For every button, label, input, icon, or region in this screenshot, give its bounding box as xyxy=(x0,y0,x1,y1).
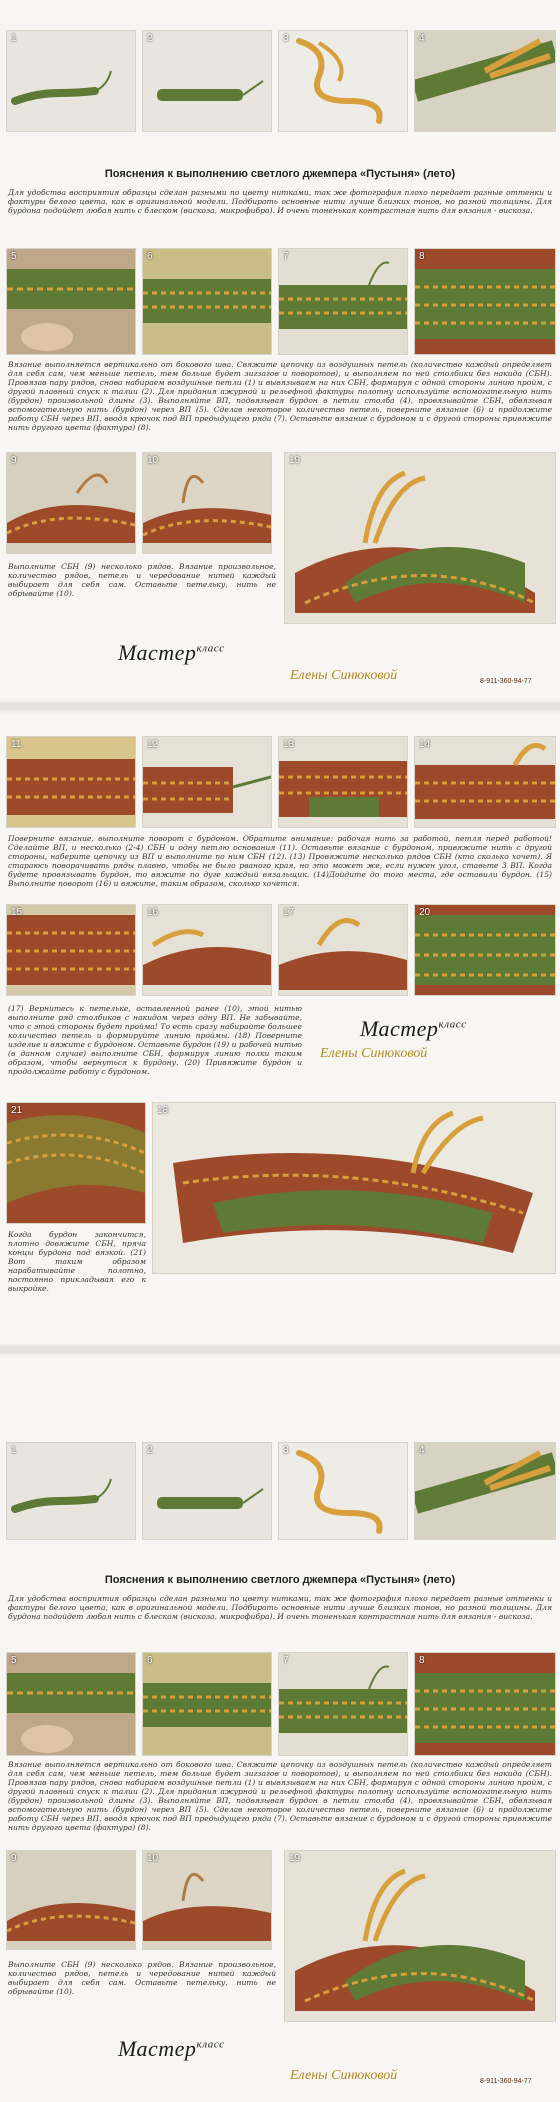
instructions-title: Пояснения к выполнению светлого джемпера «Пустыня» (лето) xyxy=(104,1574,456,1586)
photo-step-14 xyxy=(414,736,556,828)
photo-number: 20 xyxy=(419,907,431,918)
intro-paragraph: Для удобства восприятия образцы сделан разными по цвету нитками, так же фотография плохо передает разные оттенки и фактуры белого цвета, как в оригинальной модели. Подбирать основные нити лучше близких тонов, но разной толщины. Для бурдона подойдет любая нить с блеском (вискоза, микрофибра). И очень тоненькая контрастная нить для вязания - вискоза. xyxy=(8,1594,552,1621)
photo-step-20 xyxy=(414,904,556,996)
photo-step-13 xyxy=(278,736,408,828)
photo-step-17 xyxy=(278,904,408,996)
photo-number: 1 xyxy=(11,33,17,44)
photo-number: 7 xyxy=(283,251,289,262)
brand-title: Мастер$^{класс}$ xyxy=(360,1016,467,1041)
photo-step-2 xyxy=(142,30,272,132)
photo-number: 11 xyxy=(11,739,22,750)
section-3 xyxy=(0,1356,560,2102)
photo-number: 21 xyxy=(11,1105,23,1116)
author-name: Елены Синюковой xyxy=(290,668,398,683)
photo-step-19 xyxy=(284,452,556,624)
photo-number: 3 xyxy=(283,1445,289,1456)
photo-step-8 xyxy=(414,248,556,355)
step-9-paragraph: Выполните СБН (9) несколько рядов. Вязание произвольное, количество рядов, петель и чередование нитей каждый выбирает для себя сам. Оставьте петельку, нить не обрывайте (10). xyxy=(8,562,276,598)
photo-number: 4 xyxy=(419,1445,425,1456)
phone-number: 8-911-360-94-77 xyxy=(480,678,532,685)
brand-title: Мастер$^{класс}$ xyxy=(118,2036,225,2061)
photo-number: 8 xyxy=(419,1655,425,1666)
photo-step-19 xyxy=(284,1850,556,2022)
photo-step-6 xyxy=(142,1652,272,1756)
photo-step-1 xyxy=(6,1442,136,1540)
section-1 xyxy=(0,0,560,700)
photo-step-7 xyxy=(278,248,408,355)
photo-number: 18 xyxy=(157,1105,169,1116)
photo-step-6 xyxy=(142,248,272,355)
photo-number: 6 xyxy=(147,251,153,262)
intro-paragraph: Для удобства восприятия образцы сделан разными по цвету нитками, так же фотография плохо передает разные оттенки и фактуры белого цвета, как в оригинальной модели. Подбирать основные нити лучше близких тонов, но разной толщины. Для бурдона подойдет любая нить с блеском (вискоза, микрофибра). И очень тоненькая контрастная нить для вязания - вискоза. xyxy=(8,188,552,215)
phone-number: 8-911-360-94-77 xyxy=(480,2078,532,2085)
photo-step-15 xyxy=(6,904,136,996)
photo-step-10 xyxy=(142,1850,272,1950)
photo-number: 5 xyxy=(11,251,17,262)
photo-number: 19 xyxy=(289,1853,301,1864)
steps-paragraph: Вязание выполняется вертикально от бокового шва. Свяжите цепочку из воздушных петель (количество каждый определяет для себя сам, чем меньше петель, тем больше будет зигзагов и поворотов), и выполняем по ней столбики без накида (СБН). Провязав пару рядов, снова набираем воздушные петли (1) и вывязываем на них СБН, формируя с одной стороны линию пройм, с другой плавный спуск к талии (2). Для придания ажурной и рельефной фактуры полотну используйте вспомогательную нить (бурдон) произвольной длины (3). Выполняйте ВП, подвязывая бурдон в петли столба (4), провязывайте СБН, обвязывая вспомогательную нить (бурдон) через ВП (5). Сделав некоторое количество петель, поверните вязание (6) и продолжите работу СБН через ВП, вводя крючок под ВП предыдущего ряда (7). Оставьте вязание с бурдоном и с другой стороны привяжите нить другого цвета (фактура) (8). xyxy=(8,360,552,432)
photo-number: 8 xyxy=(419,251,425,262)
photo-step-7 xyxy=(278,1652,408,1756)
photo-step-4 xyxy=(414,30,556,132)
photo-number: 2 xyxy=(147,33,153,44)
photo-number: 19 xyxy=(289,455,301,466)
photo-number: 2 xyxy=(147,1445,153,1456)
photo-step-9 xyxy=(6,1850,136,1950)
photo-step-5 xyxy=(6,1652,136,1756)
brand-title: Мастер$^{класс}$ xyxy=(118,640,225,665)
photo-step-1 xyxy=(6,30,136,132)
photo-number: 10 xyxy=(147,455,159,466)
photo-number: 13 xyxy=(283,739,295,750)
photo-step-8 xyxy=(414,1652,556,1756)
photo-number: 15 xyxy=(11,907,23,918)
photo-number: 17 xyxy=(283,907,295,918)
photo-step-18 xyxy=(152,1102,556,1274)
photo-number: 6 xyxy=(147,1655,153,1666)
photo-number: 16 xyxy=(147,907,159,918)
photo-step-9 xyxy=(6,452,136,554)
step-9-paragraph: Выполните СБН (9) несколько рядов. Вязание произвольное, количество рядов, петель и чередование нитей каждый выбирает для себя сам. Оставьте петельку, нить не обрывайте (10). xyxy=(8,1960,276,1996)
photo-step-3 xyxy=(278,30,408,132)
turn-paragraph: Поверните вязание, выполните поворот с бурдоном. Обратите внимание: рабочая нить за работой, петля перед работой! Сделайте ВП, и несколько (2-4) СБН и одну петлю основания (11). Оставьте вязание с бурдоном, привяжите нить с другой стороны, наберите цепочку из ВП и выполните по ним СБН (12). (13) Провяжите несколько рядов СБН (кто сколько хочет). Я стараюсь поворачивать ряды плавно, чтобы не было рваного края, но это может же, если нужен угол, ставьте 3 ВП. Когда будете провязывать бурдон, то вяжите по дуге каждый вязальщик. (14)Дойдите до того места, где оставили бурдон. (15) Выполните поворот (16) и вяжите, таким образом, сколько хочется. xyxy=(8,834,552,888)
photo-number: 9 xyxy=(11,455,17,466)
photo-step-3 xyxy=(278,1442,408,1540)
photo-step-10 xyxy=(142,452,272,554)
photo-step-16 xyxy=(142,904,272,996)
page-divider xyxy=(0,702,560,710)
steps-paragraph: Вязание выполняется вертикально от бокового шва. Свяжите цепочку из воздушных петель (количество каждый определяет для себя сам, чем меньше петель, тем больше будет зигзагов и поворотов), и выполняем по ней столбики без накида (СБН). Провязав пару рядов, снова набираем воздушные петли (1) и вывязываем на них СБН, формируя с одной стороны линию пройм, с другой плавный спуск к талии (2). Для придания ажурной и рельефной фактуры полотну используйте вспомогательную нить (бурдон) произвольной длины (3). Выполняйте ВП, подвязывая бурдон в петли столба (4), провязывайте СБН, обвязывая вспомогательную нить (бурдон) через ВП (5). Сделав некоторое количество петель, поверните вязание (6) и продолжите работу СБН через ВП, вводя крючок под ВП предыдущего ряда (7). Оставьте вязание с бурдоном и с другой стороны привяжите нить другого цвета (фактура) (8). xyxy=(8,1760,552,1832)
photo-number: 3 xyxy=(283,33,289,44)
photo-number: 14 xyxy=(419,739,431,750)
finish-paragraph: Когда бурдон закончится, плотно довяжите СБН, пряча концы бурдона под вязкой. (21) Вот таким образом нарабатывайте полотно, постоянно прикладывая его к выкройке. xyxy=(8,1230,146,1293)
photo-number: 9 xyxy=(11,1853,17,1864)
return-paragraph: (17) Вернитесь к петельке, оставленной ранее (10), этой нитью выполните ряд столбиков с накидом через одну ВП. Не забывайте, что с этой стороны будет пройма! То есть сразу набирайте большее количество петель и формируйте линию проймы. (18) Поверните изделие и вяжите с бурдоном. Оставьте бурдон (19) и рабочей нитью (в данном случае) выполните СБН, формируя линию полки таким образом, чтобы вернуться к бурдону. (20) Привяжите бурдон и продолжайте работу с бурдоном. xyxy=(8,1004,302,1076)
photo-number: 4 xyxy=(419,33,425,44)
instructions-title: Пояснения к выполнению светлого джемпера «Пустыня» (лето) xyxy=(104,168,456,180)
photo-step-4 xyxy=(414,1442,556,1540)
photo-step-5 xyxy=(6,248,136,355)
author-name: Елены Синюковой xyxy=(290,2068,398,2083)
photo-step-21 xyxy=(6,1102,146,1224)
photo-number: 10 xyxy=(147,1853,159,1864)
author-name: Елены Синюковой xyxy=(320,1046,428,1061)
page-divider xyxy=(0,1346,560,1354)
photo-number: 7 xyxy=(283,1655,289,1666)
photo-number: 5 xyxy=(11,1655,17,1666)
section-2 xyxy=(0,714,560,1344)
photo-step-12 xyxy=(142,736,272,828)
photo-number: 12 xyxy=(147,739,159,750)
photo-step-11 xyxy=(6,736,136,828)
photo-number: 1 xyxy=(11,1445,17,1456)
photo-step-2 xyxy=(142,1442,272,1540)
